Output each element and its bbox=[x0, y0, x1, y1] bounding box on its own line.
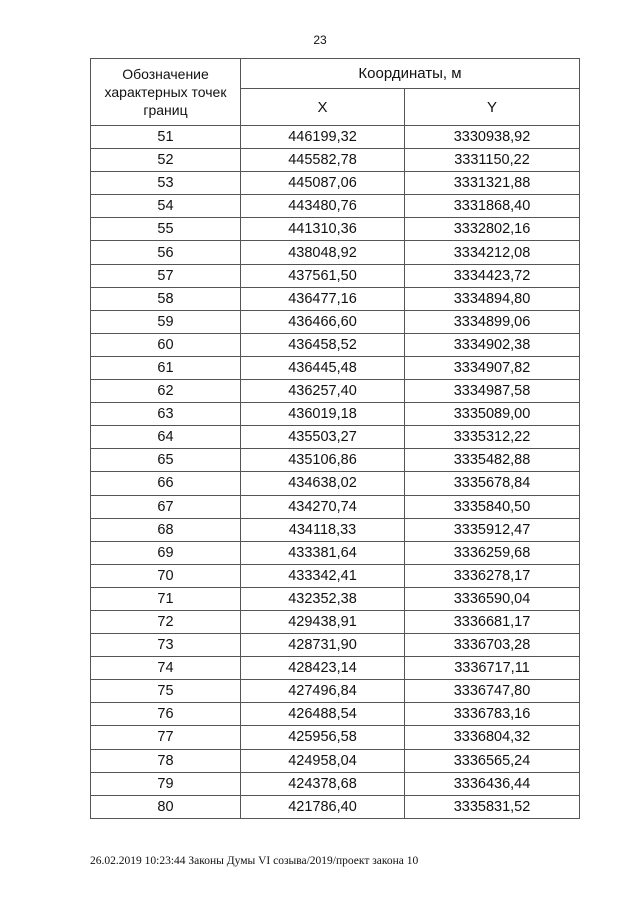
table-row bbox=[91, 287, 580, 310]
point-id-cell: 77 bbox=[91, 726, 241, 749]
footer-stamp: 26.02.2019 10:23:44 Законы Думы VI созыва/2019/проект закона 10 bbox=[90, 855, 419, 867]
y-coordinate-cell: 3334212,08 bbox=[405, 241, 580, 264]
y-coordinate-cell: 3332802,16 bbox=[405, 218, 580, 241]
y-coordinate-cell: 3334423,72 bbox=[405, 264, 580, 287]
table-row bbox=[91, 541, 580, 564]
point-id-cell: 62 bbox=[91, 380, 241, 403]
point-id-cell: 80 bbox=[91, 795, 241, 818]
table-row bbox=[91, 333, 580, 356]
y-coordinate-cell: 3336590,04 bbox=[405, 587, 580, 610]
x-coordinate-cell: 445582,78 bbox=[241, 149, 405, 172]
y-coordinate-cell: 3334907,82 bbox=[405, 356, 580, 379]
point-id-cell: 60 bbox=[91, 333, 241, 356]
point-id-cell: 61 bbox=[91, 356, 241, 379]
y-coordinate-cell: 3336436,44 bbox=[405, 772, 580, 795]
y-coordinate-cell: 3336717,11 bbox=[405, 657, 580, 680]
point-id-cell: 63 bbox=[91, 403, 241, 426]
table-row bbox=[91, 218, 580, 241]
point-id-cell: 78 bbox=[91, 749, 241, 772]
table-row bbox=[91, 172, 580, 195]
table-row bbox=[91, 495, 580, 518]
point-id-cell: 57 bbox=[91, 264, 241, 287]
point-id-cell: 68 bbox=[91, 518, 241, 541]
table-row bbox=[91, 310, 580, 333]
x-coordinate-cell: 446199,32 bbox=[241, 126, 405, 149]
y-coordinate-cell: 3334902,38 bbox=[405, 333, 580, 356]
header-point-name: Обозначение характерных точек границ bbox=[91, 59, 241, 126]
point-id-cell: 65 bbox=[91, 449, 241, 472]
y-coordinate-cell: 3336703,28 bbox=[405, 634, 580, 657]
x-coordinate-cell: 429438,91 bbox=[241, 610, 405, 633]
x-coordinate-cell: 427496,84 bbox=[241, 680, 405, 703]
x-coordinate-cell: 434118,33 bbox=[241, 518, 405, 541]
x-coordinate-cell: 436445,48 bbox=[241, 356, 405, 379]
x-coordinate-cell: 428423,14 bbox=[241, 657, 405, 680]
x-coordinate-cell: 424378,68 bbox=[241, 772, 405, 795]
y-coordinate-cell: 3336804,32 bbox=[405, 726, 580, 749]
x-coordinate-cell: 428731,90 bbox=[241, 634, 405, 657]
table-row bbox=[91, 587, 580, 610]
table-row bbox=[91, 241, 580, 264]
table-row bbox=[91, 126, 580, 149]
point-id-cell: 54 bbox=[91, 195, 241, 218]
table-row bbox=[91, 426, 580, 449]
table-body bbox=[91, 126, 580, 819]
point-id-cell: 71 bbox=[91, 587, 241, 610]
table-row bbox=[91, 657, 580, 680]
point-id-cell: 76 bbox=[91, 703, 241, 726]
point-id-cell: 72 bbox=[91, 610, 241, 633]
x-coordinate-cell: 445087,06 bbox=[241, 172, 405, 195]
point-id-cell: 75 bbox=[91, 680, 241, 703]
table-row bbox=[91, 795, 580, 818]
y-coordinate-cell: 3335678,84 bbox=[405, 472, 580, 495]
table-row bbox=[91, 449, 580, 472]
x-coordinate-cell: 435503,27 bbox=[241, 426, 405, 449]
y-coordinate-cell: 3330938,92 bbox=[405, 126, 580, 149]
y-coordinate-cell: 3334894,80 bbox=[405, 287, 580, 310]
point-id-cell: 79 bbox=[91, 772, 241, 795]
x-coordinate-cell: 443480,76 bbox=[241, 195, 405, 218]
x-coordinate-cell: 432352,38 bbox=[241, 587, 405, 610]
y-coordinate-cell: 3336278,17 bbox=[405, 564, 580, 587]
x-coordinate-cell: 426488,54 bbox=[241, 703, 405, 726]
y-coordinate-cell: 3335312,22 bbox=[405, 426, 580, 449]
table-row bbox=[91, 564, 580, 587]
point-id-cell: 59 bbox=[91, 310, 241, 333]
y-coordinate-cell: 3334899,06 bbox=[405, 310, 580, 333]
y-coordinate-cell: 3336783,16 bbox=[405, 703, 580, 726]
y-coordinate-cell: 3334987,58 bbox=[405, 380, 580, 403]
table-row bbox=[91, 380, 580, 403]
y-coordinate-cell: 3335840,50 bbox=[405, 495, 580, 518]
table-row bbox=[91, 356, 580, 379]
point-id-cell: 53 bbox=[91, 172, 241, 195]
page-number: 23 bbox=[313, 33, 327, 47]
point-id-cell: 67 bbox=[91, 495, 241, 518]
point-id-cell: 52 bbox=[91, 149, 241, 172]
y-coordinate-cell: 3331868,40 bbox=[405, 195, 580, 218]
x-coordinate-cell: 435106,86 bbox=[241, 449, 405, 472]
y-coordinate-cell: 3335912,47 bbox=[405, 518, 580, 541]
table-row bbox=[91, 726, 580, 749]
point-id-cell: 55 bbox=[91, 218, 241, 241]
x-coordinate-cell: 437561,50 bbox=[241, 264, 405, 287]
x-coordinate-cell: 441310,36 bbox=[241, 218, 405, 241]
x-coordinate-cell: 421786,40 bbox=[241, 795, 405, 818]
x-coordinate-cell: 424958,04 bbox=[241, 749, 405, 772]
table-row bbox=[91, 149, 580, 172]
table-row bbox=[91, 403, 580, 426]
point-id-cell: 74 bbox=[91, 657, 241, 680]
point-id-cell: 51 bbox=[91, 126, 241, 149]
x-coordinate-cell: 436458,52 bbox=[241, 333, 405, 356]
y-coordinate-cell: 3336747,80 bbox=[405, 680, 580, 703]
y-coordinate-cell: 3331150,22 bbox=[405, 149, 580, 172]
point-id-cell: 69 bbox=[91, 541, 241, 564]
x-coordinate-cell: 438048,92 bbox=[241, 241, 405, 264]
y-coordinate-cell: 3331321,88 bbox=[405, 172, 580, 195]
x-coordinate-cell: 425956,58 bbox=[241, 726, 405, 749]
x-coordinate-cell: 433381,64 bbox=[241, 541, 405, 564]
table-row bbox=[91, 518, 580, 541]
header-x: X bbox=[241, 89, 405, 126]
y-coordinate-cell: 3335482,88 bbox=[405, 449, 580, 472]
point-id-cell: 58 bbox=[91, 287, 241, 310]
y-coordinate-cell: 3335831,52 bbox=[405, 795, 580, 818]
point-id-cell: 73 bbox=[91, 634, 241, 657]
x-coordinate-cell: 434638,02 bbox=[241, 472, 405, 495]
table-row bbox=[91, 472, 580, 495]
header-coordinates: Координаты, м bbox=[241, 59, 580, 89]
coordinates-table bbox=[90, 58, 580, 819]
table-row bbox=[91, 749, 580, 772]
x-coordinate-cell: 436019,18 bbox=[241, 403, 405, 426]
x-coordinate-cell: 434270,74 bbox=[241, 495, 405, 518]
point-id-cell: 66 bbox=[91, 472, 241, 495]
point-id-cell: 64 bbox=[91, 426, 241, 449]
table-row bbox=[91, 703, 580, 726]
point-id-cell: 56 bbox=[91, 241, 241, 264]
x-coordinate-cell: 436466,60 bbox=[241, 310, 405, 333]
point-id-cell: 70 bbox=[91, 564, 241, 587]
x-coordinate-cell: 436257,40 bbox=[241, 380, 405, 403]
y-coordinate-cell: 3335089,00 bbox=[405, 403, 580, 426]
x-coordinate-cell: 436477,16 bbox=[241, 287, 405, 310]
y-coordinate-cell: 3336681,17 bbox=[405, 610, 580, 633]
header-y: Y bbox=[405, 89, 580, 126]
y-coordinate-cell: 3336565,24 bbox=[405, 749, 580, 772]
y-coordinate-cell: 3336259,68 bbox=[405, 541, 580, 564]
table-row bbox=[91, 610, 580, 633]
table-row bbox=[91, 634, 580, 657]
table-row bbox=[91, 680, 580, 703]
table-row bbox=[91, 772, 580, 795]
table-row bbox=[91, 195, 580, 218]
table-row bbox=[91, 264, 580, 287]
x-coordinate-cell: 433342,41 bbox=[241, 564, 405, 587]
